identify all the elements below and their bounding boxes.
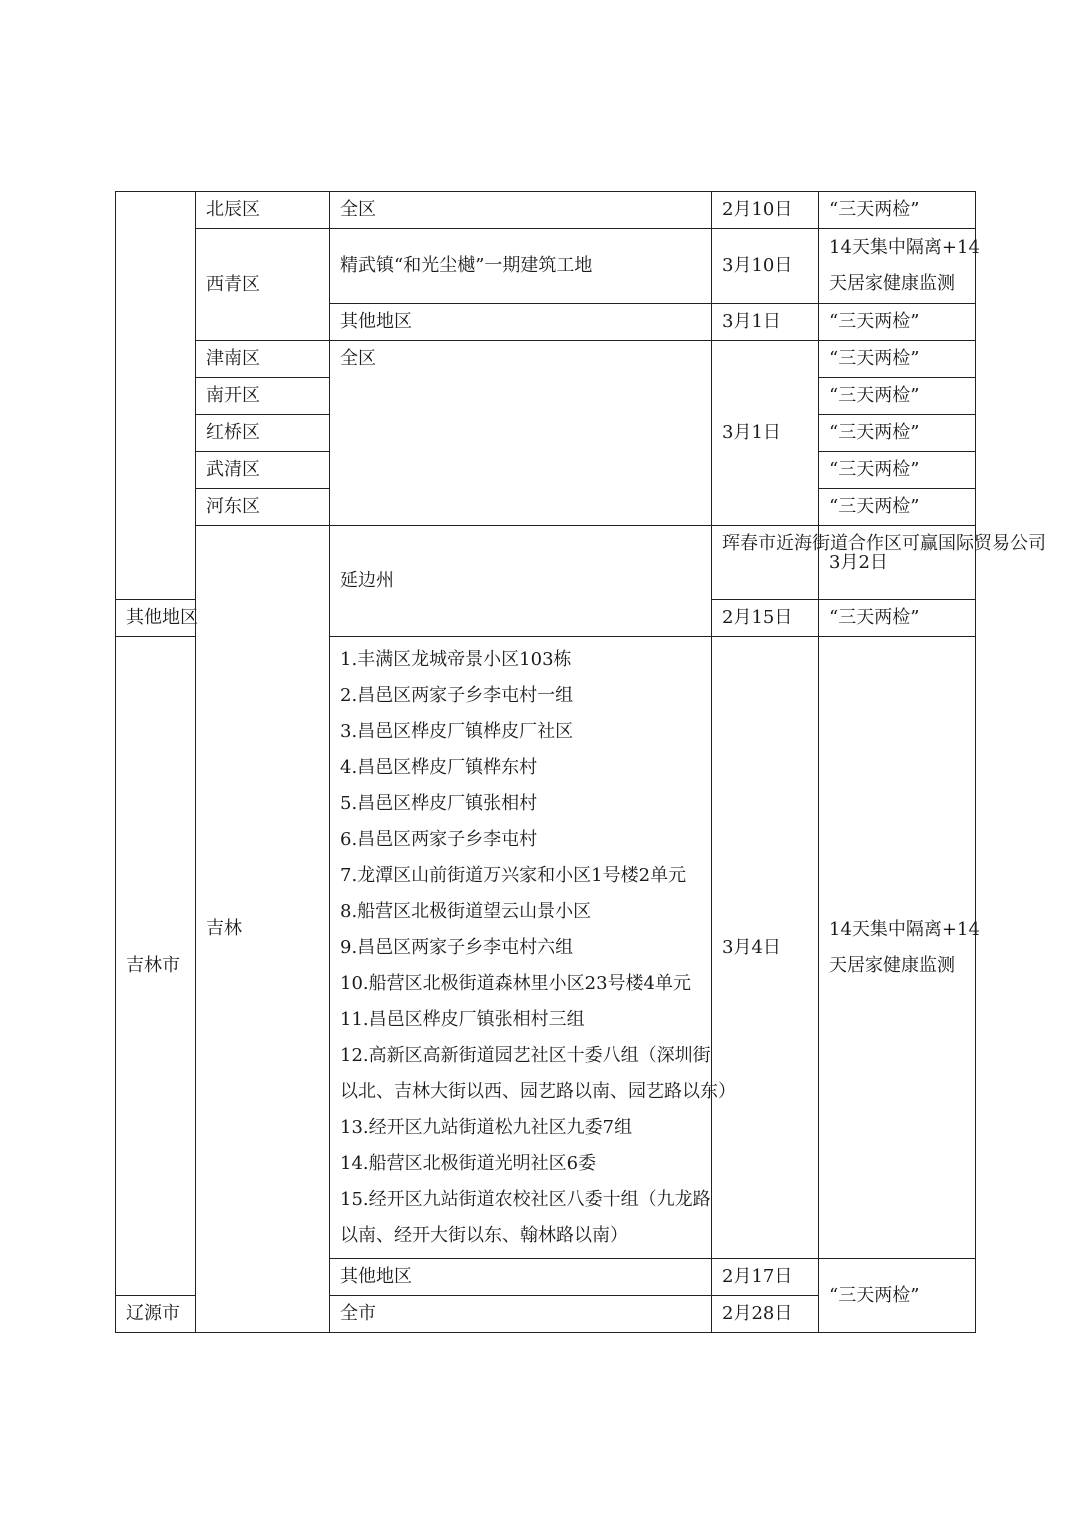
district-cell: 津南区 xyxy=(196,341,330,378)
area-list-item: 11.昌邑区桦皮厂镇张相村三组 xyxy=(340,1009,585,1030)
date-cell: 2月10日 xyxy=(712,192,819,229)
province-cell-tianjin xyxy=(116,192,196,600)
area-list-item: 14.船营区北极街道光明社区6委 xyxy=(340,1153,597,1174)
table-row xyxy=(116,341,976,378)
date-cell: 3月1日 xyxy=(712,304,819,341)
measure-line: 天居家健康监测 xyxy=(829,954,955,976)
area-list-item: 以南、经开大街以东、翰林路以南） xyxy=(340,1225,628,1246)
area-cell: 精武镇“和光尘樾”一期建筑工地 xyxy=(330,229,712,304)
area-list-item: 以北、吉林大街以西、园艺路以南、园艺路以东） xyxy=(340,1081,736,1102)
measure-cell: “三天两检” xyxy=(819,192,976,229)
measure-cell xyxy=(819,637,980,1259)
area-list-item: 9.昌邑区两家子乡李屯村六组 xyxy=(340,937,574,958)
measure-line: 天居家健康监测 xyxy=(829,273,955,294)
measure-cell: “三天两检” xyxy=(819,415,976,452)
table-row xyxy=(116,192,976,229)
date-cell: 3月4日 xyxy=(712,637,819,1259)
date-cell: 3月1日 xyxy=(712,341,819,526)
measure-cell: “三天两检” xyxy=(819,1259,976,1333)
risk-area-table xyxy=(115,191,1046,1333)
area-list-item: 3.昌邑区桦皮厂镇桦皮厂社区 xyxy=(340,721,574,742)
district-cell: 红桥区 xyxy=(196,415,330,452)
area-cell: 全市 xyxy=(330,1296,712,1333)
district-cell: 西青区 xyxy=(196,229,330,341)
district-cell: 辽源市 xyxy=(116,1296,196,1333)
area-cell: 其他地区 xyxy=(330,1259,712,1296)
measure-cell: “三天两检” xyxy=(819,378,976,415)
area-list-item: 5.昌邑区桦皮厂镇张相村 xyxy=(340,793,538,814)
area-cell: 其他地区 xyxy=(330,304,712,341)
date-cell: 3月2日 xyxy=(819,526,976,600)
area-cell: 全区 xyxy=(330,341,712,526)
table-row xyxy=(116,229,976,304)
district-cell: 北辰区 xyxy=(196,192,330,229)
district-cell: 河东区 xyxy=(196,489,330,526)
measure-cell: “三天两检” xyxy=(819,600,976,637)
district-cell: 延边州 xyxy=(330,526,712,637)
area-list-item: 13.经开区九站街道松九社区九委7组 xyxy=(340,1117,633,1138)
area-list-item: 6.昌邑区两家子乡李屯村 xyxy=(340,829,538,850)
measure-cell: “三天两检” xyxy=(819,304,976,341)
area-cell: 全区 xyxy=(330,192,712,229)
measure-cell: “三天两检” xyxy=(819,489,976,526)
measure-line: 14天集中隔离+14 xyxy=(829,237,980,258)
area-cell: 其他地区 xyxy=(116,600,196,637)
measure-line: 14天集中隔离+14 xyxy=(829,918,980,940)
area-list-item: 8.船营区北极街道望云山景小区 xyxy=(340,901,592,922)
area-list-item: 15.经开区九站街道农校社区八委十组（九龙路 xyxy=(340,1189,711,1210)
district-cell: 南开区 xyxy=(196,378,330,415)
area-list-item: 10.船营区北极街道森林里小区23号楼4单元 xyxy=(340,973,691,994)
area-list-item: 4.昌邑区桦皮厂镇桦东村 xyxy=(340,757,538,778)
district-cell: 武清区 xyxy=(196,452,330,489)
area-list-item: 1.丰满区龙城帝景小区103栋 xyxy=(340,649,572,670)
date-cell: 3月10日 xyxy=(712,229,819,304)
date-cell: 2月15日 xyxy=(712,600,819,637)
measure-cell: “三天两检” xyxy=(819,452,976,489)
area-list-item: 12.高新区高新街道园艺社区十委八组（深圳街 xyxy=(340,1045,711,1066)
district-cell: 吉林市 xyxy=(116,637,196,1296)
date-cell: 2月28日 xyxy=(712,1296,819,1333)
area-list-item: 2.昌邑区两家子乡李屯村一组 xyxy=(340,685,574,706)
table-row xyxy=(116,526,976,600)
date-cell: 2月17日 xyxy=(712,1259,819,1296)
province-cell: 吉林 xyxy=(196,526,330,1333)
area-list-item: 7.龙潭区山前街道万兴家和小区1号楼2单元 xyxy=(340,865,687,886)
measure-cell xyxy=(819,229,980,304)
measure-cell: “三天两检” xyxy=(819,341,976,378)
area-cell: 珲春市近海街道合作区可赢国际贸易公司 xyxy=(712,526,819,600)
area-list-cell xyxy=(330,637,736,1259)
